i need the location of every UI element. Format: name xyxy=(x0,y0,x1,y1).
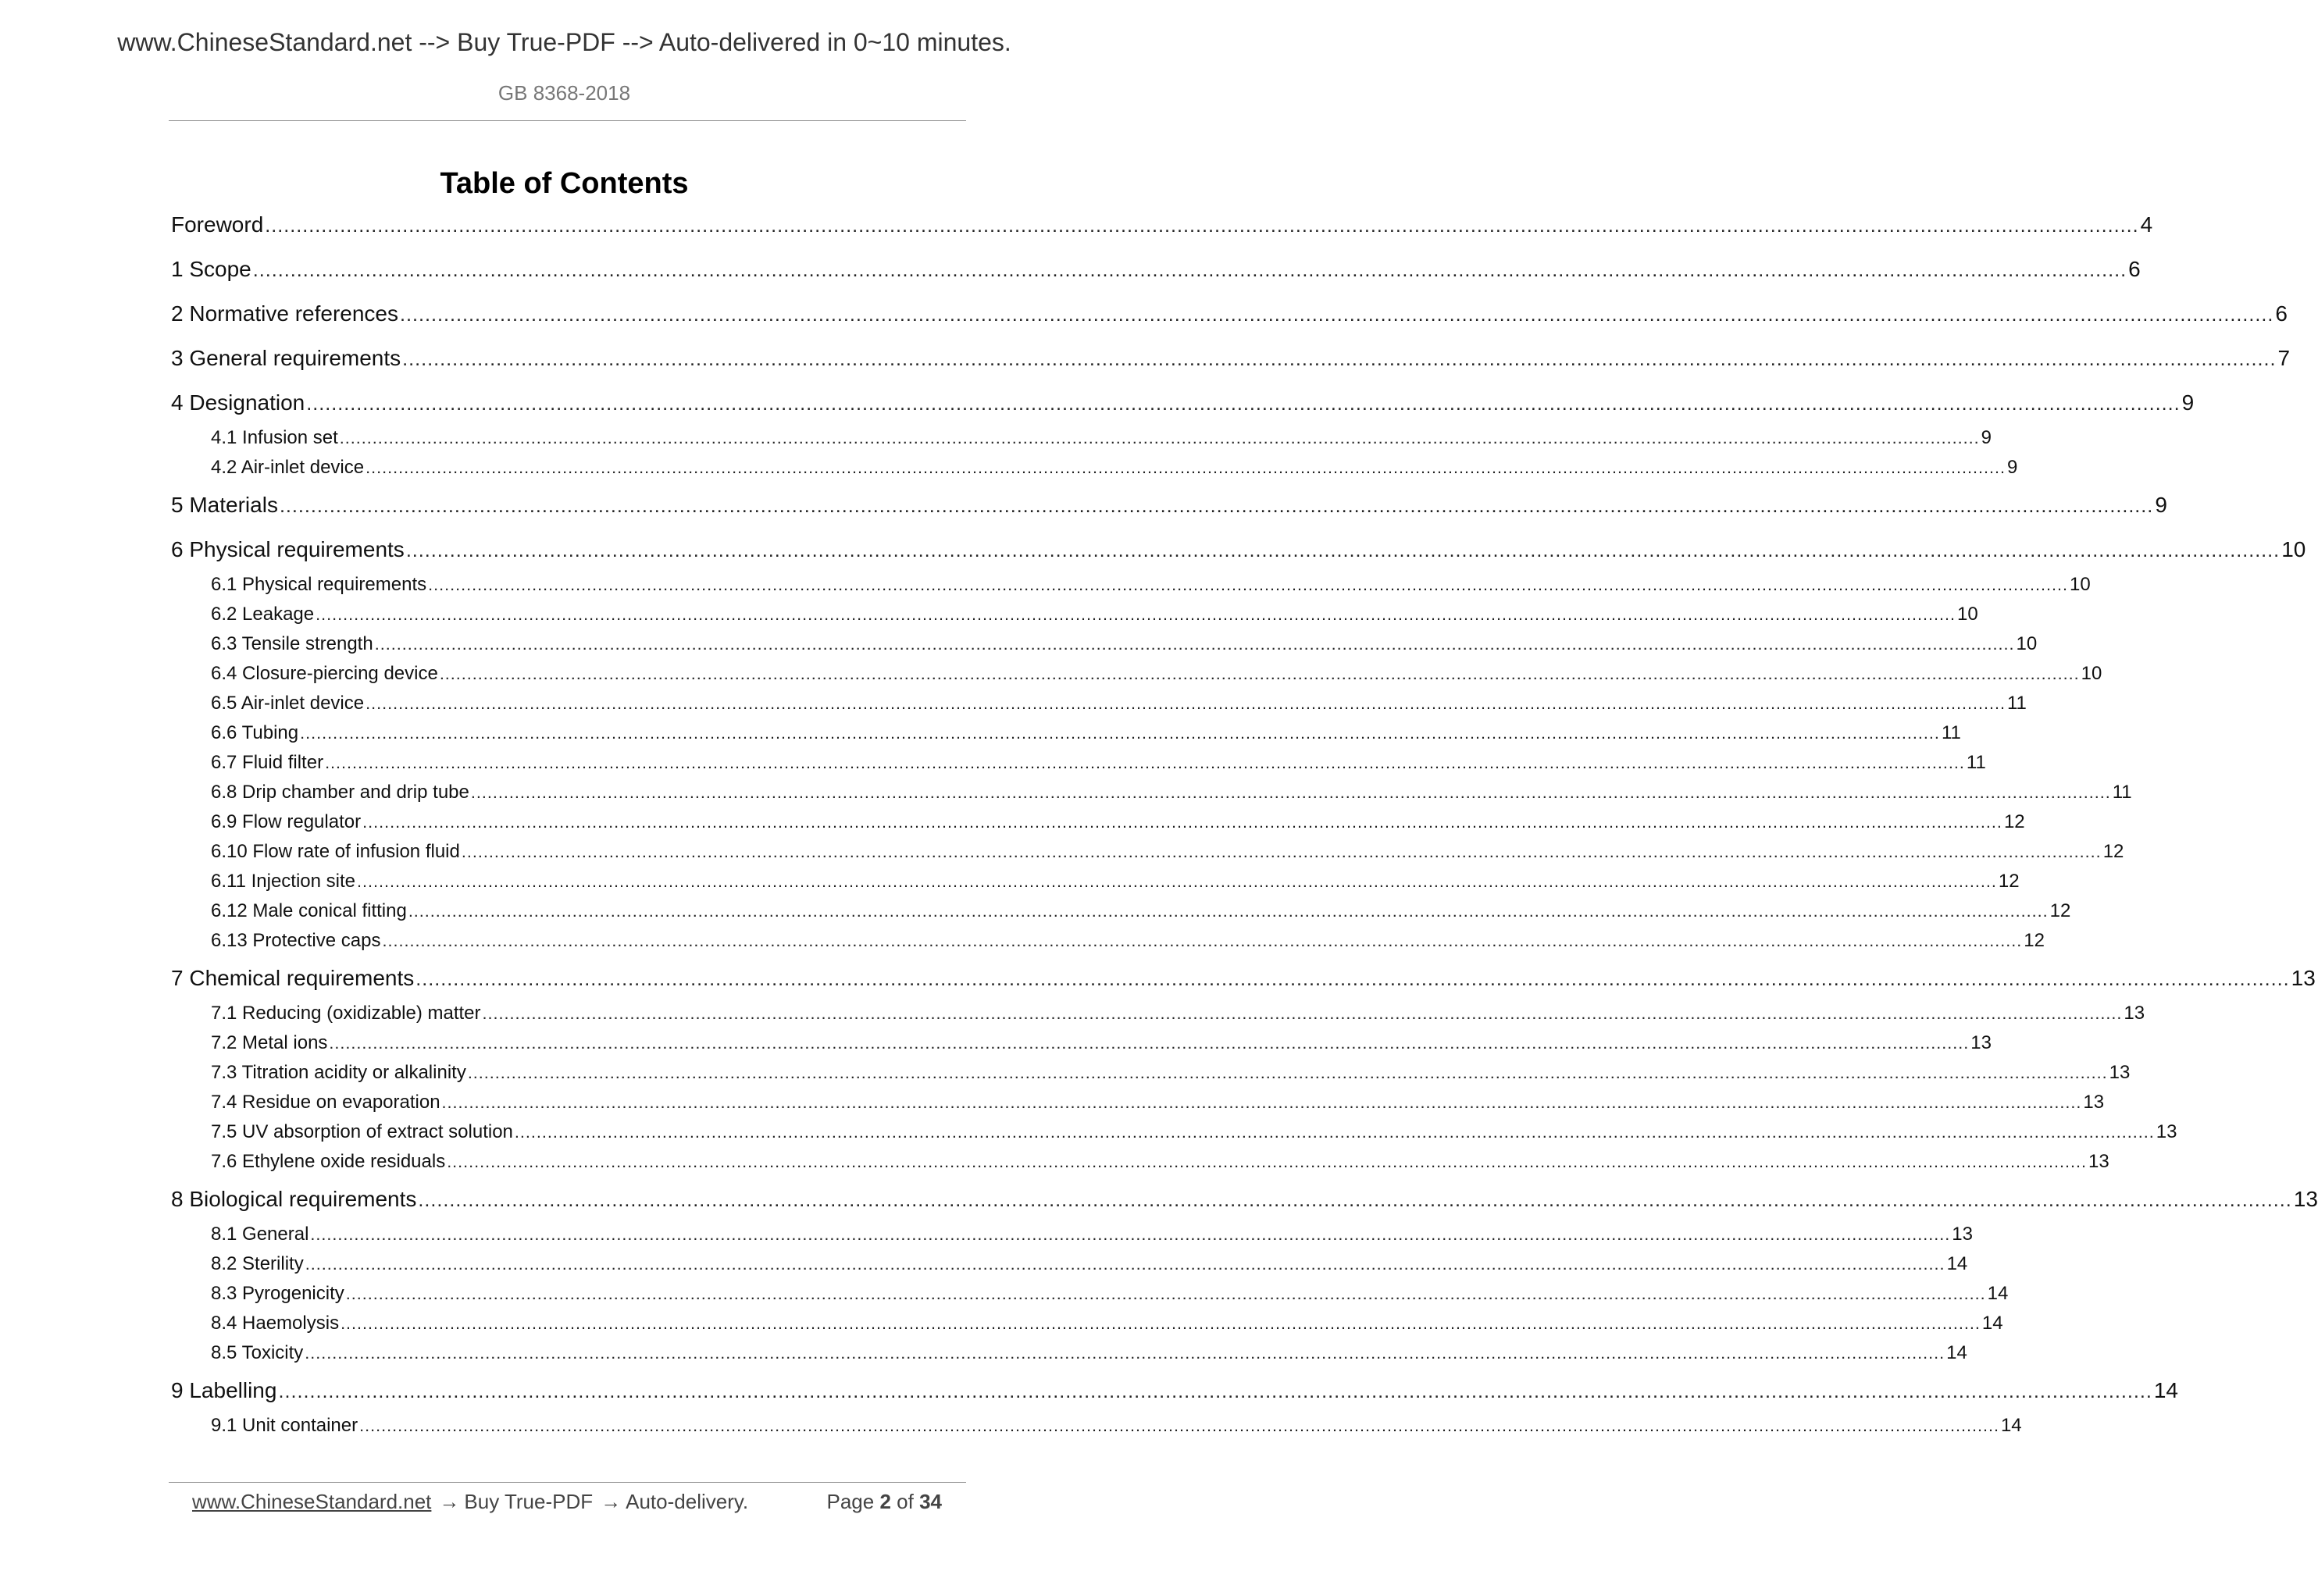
toc-entry-label: 4.2 Air-inlet device xyxy=(211,457,365,478)
toc-dot-leader: ............................................................................................................................................................................................................................................................................................................ xyxy=(279,495,2154,517)
toc-subsection-entry[interactable] xyxy=(211,1151,2109,1173)
footer-divider xyxy=(169,1482,966,1483)
toc-dot-leader: ............................................................................................................................................................................................................................................................................................................ xyxy=(447,1152,2088,1171)
toc-entry-label: 6.9 Flow regulator xyxy=(211,811,362,832)
toc-entry-page-number: 6 xyxy=(2275,301,2288,326)
toc-dot-leader: ............................................................................................................................................................................................................................................................................................................ xyxy=(310,1224,1951,1244)
toc-section-entry[interactable] xyxy=(171,1378,2178,1403)
toc-entry-label: 6.12 Male conical fitting xyxy=(211,900,407,921)
footer-site-link[interactable]: www.ChineseStandard.net xyxy=(192,1490,432,1513)
toc-entry-label: 6.3 Tensile strength xyxy=(211,633,373,654)
toc-subsection-entry[interactable] xyxy=(211,1062,2131,1084)
toc-entry-label: 9.1 Unit container xyxy=(211,1415,358,1436)
toc-subsection-entry[interactable] xyxy=(211,693,2027,714)
total-pages-number: 34 xyxy=(919,1490,942,1513)
toc-entry-page-number: 13 xyxy=(2291,966,2316,990)
toc-subsection-entry[interactable] xyxy=(211,752,1986,774)
footer-buy-text: Buy True-PDF xyxy=(464,1490,594,1513)
toc-entry-page-number: 12 xyxy=(2003,811,2025,832)
toc-dot-leader: ............................................................................................................................................................................................................................................................................................................ xyxy=(382,931,2023,950)
toc-entry-label: 9 Labelling xyxy=(171,1378,277,1402)
toc-entry-page-number: 12 xyxy=(2049,900,2071,921)
toc-dot-leader: ............................................................................................................................................................................................................................................................................................................ xyxy=(366,458,2006,477)
toc-entry-label: 6.2 Leakage xyxy=(211,604,315,625)
toc-dot-leader: ............................................................................................................................................................................................................................................................................................................ xyxy=(514,1122,2155,1142)
toc-dot-leader: ............................................................................................................................................................................................................................................................................................................ xyxy=(325,753,1965,772)
toc-entry-label: 6.6 Tubing xyxy=(211,722,299,743)
toc-subsection-entry[interactable] xyxy=(211,574,2091,596)
toc-entry-page-number: 13 xyxy=(2109,1062,2131,1083)
toc-dot-leader: ............................................................................................................................................................................................................................................................................................................ xyxy=(362,812,2002,832)
toc-entry-label: 6.5 Air-inlet device xyxy=(211,693,365,714)
toc-dot-leader: ............................................................................................................................................................................................................................................................................................................ xyxy=(341,1313,1981,1333)
toc-subsection-entry[interactable] xyxy=(211,1121,2177,1143)
toc-section-entry[interactable] xyxy=(171,1187,2318,1212)
toc-subsection-entry[interactable] xyxy=(211,604,1978,625)
toc-entry-label: 6.10 Flow rate of infusion fluid xyxy=(211,841,460,862)
header-banner: www.ChineseStandard.net --> Buy True-PDF --> Auto-delivered in 0~10 minutes. xyxy=(117,28,1011,56)
toc-entry-label: 1 Scope xyxy=(171,257,251,281)
toc-dot-leader: ............................................................................................................................................................................................................................................................................................................ xyxy=(359,1416,1999,1435)
toc-subsection-entry[interactable] xyxy=(211,1032,1992,1054)
toc-subsection-entry[interactable] xyxy=(211,1003,2145,1024)
toc-entry-label: 7.3 Titration acidity or alkalinity xyxy=(211,1062,466,1083)
toc-dot-leader: ............................................................................................................................................................................................................................................................................................................ xyxy=(415,968,2290,990)
toc-dot-leader: ............................................................................................................................................................................................................................................................................................................ xyxy=(402,348,2277,370)
toc-dot-leader: ............................................................................................................................................................................................................................................................................................................ xyxy=(300,723,1940,743)
toc-entry-label: 8.1 General xyxy=(211,1224,309,1245)
toc-dot-leader: ............................................................................................................................................................................................................................................................................................................ xyxy=(345,1284,1986,1303)
toc-dot-leader: ............................................................................................................................................................................................................................................................................................................ xyxy=(306,393,2181,415)
toc-entry-label: 6.13 Protective caps xyxy=(211,930,381,951)
toc-dot-leader: ............................................................................................................................................................................................................................................................................................................ xyxy=(441,1092,2082,1112)
toc-entry-page-number: 9 xyxy=(2155,493,2167,517)
toc-dot-leader: ............................................................................................................................................................................................................................................................................................................ xyxy=(400,304,2274,326)
toc-entry-page-number: 14 xyxy=(2000,1415,2022,1436)
toc-entry-page-number: 10 xyxy=(2281,537,2306,561)
current-page-number: 2 xyxy=(879,1490,891,1513)
toc-dot-leader: ............................................................................................................................................................................................................................................................................................................ xyxy=(305,1254,1945,1274)
footer-delivery-text: Auto-delivery. xyxy=(626,1490,749,1513)
toc-dot-leader: ............................................................................................................................................................................................................................................................................................................ xyxy=(405,540,2281,561)
toc-entry-page-number: 11 xyxy=(1941,722,1961,743)
toc-entry-label: 7 Chemical requirements xyxy=(171,966,415,990)
toc-dot-leader: ............................................................................................................................................................................................................................................................................................................ xyxy=(278,1380,2152,1402)
page-indicator xyxy=(826,1490,942,1514)
toc-entry-label: 6.7 Fluid filter xyxy=(211,752,324,773)
toc-entry-page-number: 10 xyxy=(2016,633,2038,654)
toc-subsection-entry[interactable] xyxy=(211,722,1961,744)
toc-subsection-entry[interactable] xyxy=(211,930,2045,952)
toc-entry-label: 5 Materials xyxy=(171,493,278,517)
toc-dot-leader: ............................................................................................................................................................................................................................................................................................................ xyxy=(461,842,2102,861)
toc-dot-leader: ............................................................................................................................................................................................................................................................................................................ xyxy=(408,901,2049,921)
toc-entry-label: 4 Designation xyxy=(171,390,305,415)
toc-entry-page-number: 14 xyxy=(1946,1342,1967,1363)
toc-entry-page-number: 14 xyxy=(2153,1378,2178,1402)
page-title: Table of Contents xyxy=(440,167,689,200)
toc-dot-leader: ............................................................................................................................................................................................................................................................................................................ xyxy=(428,575,2068,594)
toc-section-entry[interactable] xyxy=(171,257,2141,282)
toc-dot-leader: ............................................................................................................................................................................................................................................................................................................ xyxy=(374,634,2015,654)
toc-entry-page-number: 10 xyxy=(2081,663,2102,684)
toc-entry-page-number: 4 xyxy=(2140,212,2153,237)
toc-entry-page-number: 12 xyxy=(2102,841,2124,862)
toc-entry-label: 8.4 Haemolysis xyxy=(211,1313,340,1334)
toc-subsection-entry[interactable] xyxy=(211,1283,2009,1305)
toc-entry-label: 8.3 Pyrogenicity xyxy=(211,1283,344,1304)
standard-code: GB 8368-2018 xyxy=(497,81,631,105)
toc-entry-page-number: 13 xyxy=(2156,1121,2177,1142)
toc-entry-page-number: 14 xyxy=(1946,1253,1968,1274)
toc-entry-page-number: 14 xyxy=(1987,1283,2009,1304)
toc-entry-page-number: 12 xyxy=(2024,930,2045,951)
toc-subsection-entry[interactable] xyxy=(211,1253,1968,1275)
toc-entry-page-number: 13 xyxy=(2293,1187,2318,1211)
toc-entry-page-number: 13 xyxy=(1952,1224,1973,1245)
toc-entry-label: 7.5 UV absorption of extract solution xyxy=(211,1121,513,1142)
toc-subsection-entry[interactable] xyxy=(211,663,2102,685)
toc-dot-leader: ............................................................................................................................................................................................................................................................................................................ xyxy=(316,604,1956,624)
toc-entry-label: 8.2 Sterility xyxy=(211,1253,304,1274)
toc-dot-leader: ............................................................................................................................................................................................................................................................................................................ xyxy=(418,1189,2292,1211)
toc-entry-label: 8 Biological requirements xyxy=(171,1187,417,1211)
toc-entry-page-number: 6 xyxy=(2128,257,2141,281)
toc-entry-page-number: 10 xyxy=(1956,604,1978,625)
toc-subsection-entry[interactable] xyxy=(211,841,2124,863)
toc-entry-page-number: 13 xyxy=(2124,1003,2145,1024)
toc-entry-page-number: 9 xyxy=(2006,457,2018,478)
toc-entry-label: 6.8 Drip chamber and drip tube xyxy=(211,782,469,803)
footer xyxy=(192,1490,942,1521)
toc-dot-leader: ............................................................................................................................................................................................................................................................................................................ xyxy=(439,664,2080,683)
arrow-right-icon: → xyxy=(439,1490,460,1513)
toc-dot-leader: ............................................................................................................................................................................................................................................................................................................ xyxy=(482,1003,2123,1023)
toc-section-entry[interactable] xyxy=(171,537,2306,562)
toc-section-entry[interactable] xyxy=(171,390,2195,415)
toc-dot-leader: ............................................................................................................................................................................................................................................................................................................ xyxy=(305,1343,1945,1363)
toc-subsection-entry[interactable] xyxy=(211,1313,2003,1334)
toc-subsection-entry[interactable] xyxy=(211,1092,2105,1113)
toc-subsection-entry[interactable] xyxy=(211,1342,1967,1364)
toc-entry-page-number: 11 xyxy=(2112,782,2132,803)
toc-entry-label: Foreword xyxy=(171,212,264,237)
toc-entry-page-number: 7 xyxy=(2277,346,2291,370)
toc-section-entry[interactable] xyxy=(171,966,2316,991)
toc-entry-page-number: 10 xyxy=(2069,574,2091,595)
toc-entry-label: 6.4 Closure-piercing device xyxy=(211,663,438,684)
toc-section-entry[interactable] xyxy=(171,346,2291,371)
toc-dot-leader: ............................................................................................................................................................................................................................................................................................................ xyxy=(329,1033,1970,1053)
toc-dot-leader: ............................................................................................................................................................................................................................................................................................................ xyxy=(339,428,1980,447)
toc-dot-leader: ............................................................................................................................................................................................................................................................................................................ xyxy=(357,871,1997,891)
arrow-right-icon: → xyxy=(601,1490,622,1513)
toc-subsection-entry[interactable] xyxy=(211,633,2038,655)
page-word: Page xyxy=(826,1490,875,1513)
toc-entry-page-number: 13 xyxy=(1970,1032,1992,1053)
toc-dot-leader: ............................................................................................................................................................................................................................................................................................................ xyxy=(467,1063,2108,1082)
toc-entry-page-number: 11 xyxy=(2006,693,2027,714)
toc-section-entry[interactable] xyxy=(171,301,2288,326)
toc-subsection-entry[interactable] xyxy=(211,871,2020,892)
toc-entry-label: 7.1 Reducing (oxidizable) matter xyxy=(211,1003,481,1024)
toc-entry-label: 4.1 Infusion set xyxy=(211,427,338,448)
toc-entry-label: 6.1 Physical requirements xyxy=(211,574,427,595)
toc-subsection-entry[interactable] xyxy=(211,1224,1973,1245)
toc-entry-label: 6 Physical requirements xyxy=(171,537,405,561)
toc-subsection-entry[interactable] xyxy=(211,1415,2022,1437)
toc-entry-label: 3 General requirements xyxy=(171,346,401,370)
of-word: of xyxy=(897,1490,914,1513)
toc-dot-leader: ............................................................................................................................................................................................................................................................................................................ xyxy=(366,693,2006,713)
toc-subsection-entry[interactable] xyxy=(211,782,2132,803)
toc-section-entry[interactable] xyxy=(171,493,2167,518)
toc-dot-leader: ............................................................................................................................................................................................................................................................................................................ xyxy=(265,215,2139,237)
toc-entry-page-number: 12 xyxy=(1998,871,2020,892)
toc-entry-label: 7.6 Ethylene oxide residuals xyxy=(211,1151,446,1172)
toc-entry-label: 6.11 Injection site xyxy=(211,871,356,892)
toc-section-entry[interactable] xyxy=(171,212,2153,237)
toc-entry-page-number: 14 xyxy=(1981,1313,2003,1334)
toc-entry-page-number: 13 xyxy=(2083,1092,2105,1113)
toc-entry-page-number: 9 xyxy=(1981,427,1992,448)
toc-entry-label: 8.5 Toxicity xyxy=(211,1342,304,1363)
toc-subsection-entry[interactable] xyxy=(211,811,2025,833)
toc-entry-label: 2 Normative references xyxy=(171,301,399,326)
toc-subsection-entry[interactable] xyxy=(211,457,2018,479)
toc-entry-page-number: 13 xyxy=(2088,1151,2109,1172)
toc-entry-page-number: 11 xyxy=(1966,752,1986,773)
toc-dot-leader: ............................................................................................................................................................................................................................................................................................................ xyxy=(470,782,2111,802)
toc-entry-label: 7.4 Residue on evaporation xyxy=(211,1092,440,1113)
toc-dot-leader: ............................................................................................................................................................................................................................................................................................................ xyxy=(252,259,2127,281)
toc-entry-label: 7.2 Metal ions xyxy=(211,1032,328,1053)
toc-entry-page-number: 9 xyxy=(2181,390,2195,415)
toc-subsection-entry[interactable] xyxy=(211,427,1992,449)
toc-subsection-entry[interactable] xyxy=(211,900,2071,922)
